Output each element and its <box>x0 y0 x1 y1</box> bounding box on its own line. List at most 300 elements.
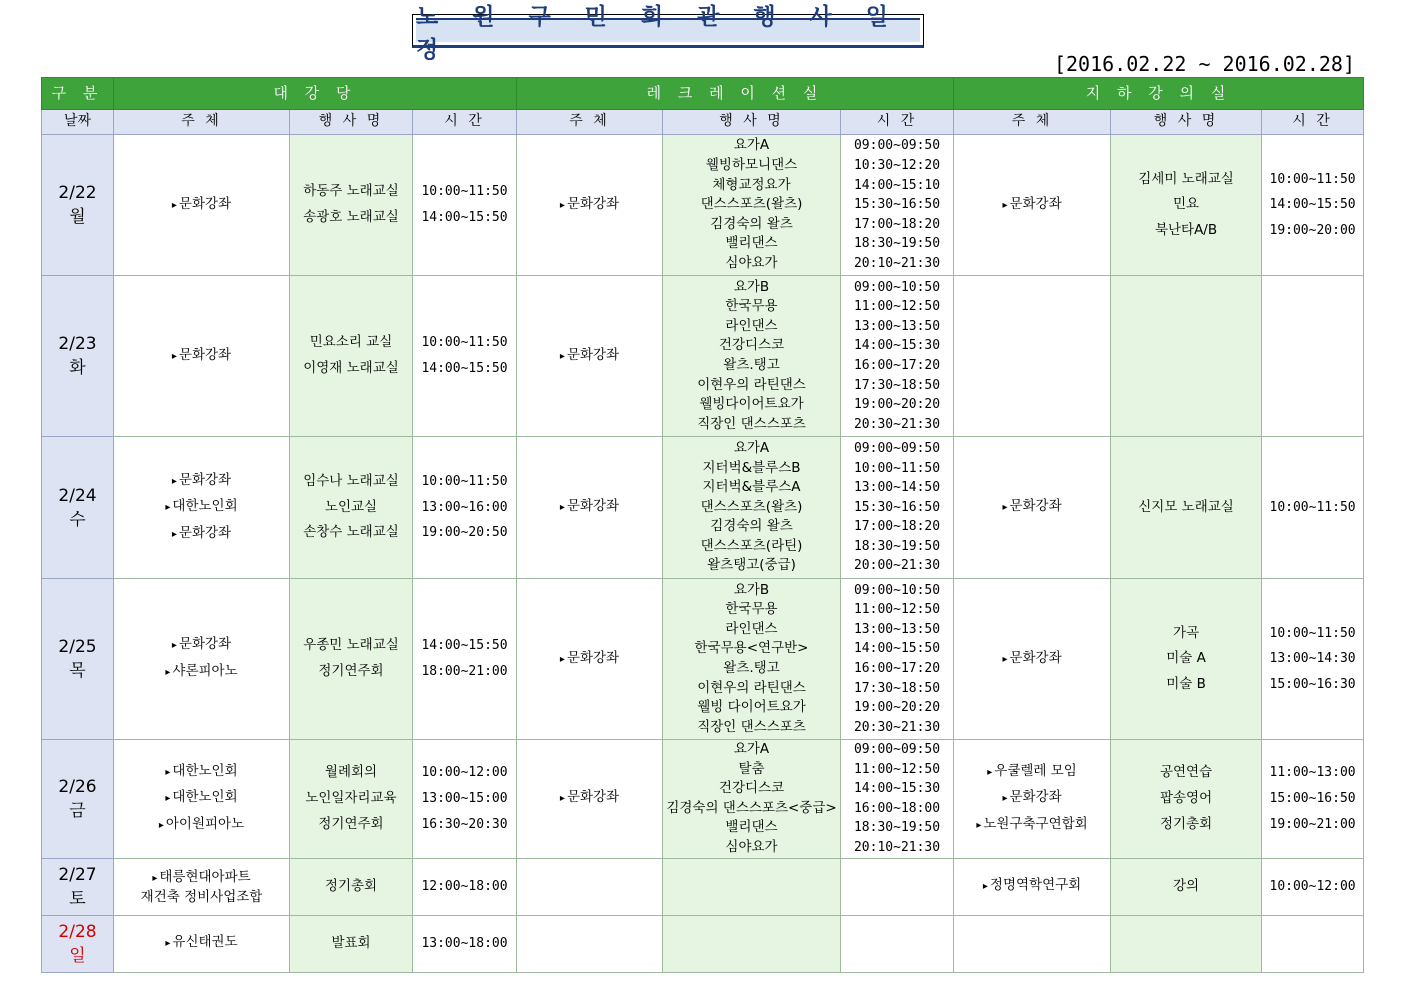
arrow-icon: ▸ <box>987 766 993 778</box>
rec-room-event: 라인댄스 <box>725 317 778 334</box>
basement-host-cell <box>954 579 1111 740</box>
basement-event: 정기총회 <box>1159 815 1213 832</box>
day-date: 2/27 <box>58 864 97 885</box>
main-hall-host-name: 유신태권도 <box>172 934 238 951</box>
day-row <box>42 276 1364 437</box>
basement-event-cell <box>1111 858 1262 915</box>
basement-host <box>954 873 1110 900</box>
basement-event: 가곡 <box>1173 624 1200 641</box>
arrow-icon: ▸ <box>165 667 171 678</box>
main-hall-host <box>114 494 289 521</box>
main-hall-time: 19:00~20:50 <box>421 525 508 541</box>
rec-room-event: 왈츠.탱고 <box>723 357 780 373</box>
arrow-icon: ▸ <box>1002 653 1008 665</box>
main-hall-event: 정기연주회 <box>318 663 384 679</box>
rec-room-event: 라인댄스 <box>725 620 778 637</box>
main-hall-time: 14:00~15:50 <box>421 638 508 654</box>
rec-room-time: 16:00~18:00 <box>853 800 941 816</box>
rec-room-host-cell <box>517 740 663 859</box>
main-hall-event: 하동주 노래교실 <box>303 183 399 200</box>
rec-room-event-cell <box>663 579 841 740</box>
main-hall-host-cell <box>114 740 290 859</box>
basement-host <box>954 785 1110 812</box>
basement-time-cell <box>1262 858 1364 915</box>
arrow-icon: ▸ <box>982 881 988 893</box>
main-hall-time: 13:00~16:00 <box>421 499 508 515</box>
rec-room-host-cell <box>517 437 663 579</box>
main-hall-host-cell <box>114 579 290 740</box>
basement-host-cell <box>954 276 1111 437</box>
schedule-table <box>41 77 1364 973</box>
main-hall-host-name: 문화강좌 <box>178 636 232 653</box>
basement-host <box>954 646 1110 673</box>
main-hall-host-cell <box>114 437 290 579</box>
rec-room-time: 10:00~11:50 <box>853 460 941 476</box>
basement-time: 15:00~16:50 <box>1269 790 1356 806</box>
day-date-cell <box>42 915 114 972</box>
basement-event: 민요 <box>1173 196 1200 213</box>
basement-event-cell <box>1111 135 1262 276</box>
main-hall-time-cell <box>413 437 517 579</box>
rec-room-time: 20:10~21:30 <box>853 839 941 855</box>
day-row <box>42 915 1364 972</box>
main-hall-event-cell <box>290 858 413 915</box>
rec-room-event: 지터벅&블루스A <box>702 479 801 496</box>
rec-room-time: 16:00~17:20 <box>853 358 941 373</box>
main-hall-event-cell <box>290 579 413 740</box>
rec-room-host-name: 문화강좌 <box>566 195 620 212</box>
header-host: 주 체 <box>954 110 1111 135</box>
rec-room-host-cell <box>517 135 663 276</box>
header-event: 행 사 명 <box>1111 110 1262 135</box>
rec-room-time: 17:00~18:20 <box>853 216 941 232</box>
basement-host-name: 정명역학연구회 <box>989 877 1082 894</box>
arrow-icon: ▸ <box>165 938 171 950</box>
day-weekday: 일 <box>69 945 86 966</box>
rec-room-event: 이현우의 라틴댄스 <box>697 679 806 696</box>
arrow-icon: ▸ <box>1002 793 1008 805</box>
header-date: 날짜 <box>42 110 114 135</box>
basement-host <box>954 812 1110 839</box>
arrow-icon: ▸ <box>559 350 565 362</box>
rec-room-time: 13:00~13:50 <box>853 621 941 637</box>
arrow-icon: ▸ <box>1002 502 1008 514</box>
rec-room-time-cell <box>841 915 954 972</box>
main-hall-host-name: 샤론피아노 <box>172 663 238 679</box>
basement-event: 팝송영어 <box>1159 789 1213 806</box>
basement-event: 미술 B <box>1166 675 1206 692</box>
rec-room-time: 10:30~12:20 <box>853 158 941 174</box>
day-date: 2/26 <box>58 776 97 797</box>
main-hall-event: 노인일자리교육 <box>305 789 397 806</box>
rec-room-time: 17:30~18:50 <box>853 377 941 393</box>
rec-room-event: 이현우의 라틴댄스 <box>697 376 806 393</box>
header-host: 주 체 <box>114 110 290 135</box>
rec-room-time: 15:30~16:50 <box>853 499 941 515</box>
rec-room-event-cell <box>663 437 841 579</box>
rec-room-time: 16:00~17:20 <box>853 661 941 676</box>
arrow-icon: ▸ <box>165 793 171 805</box>
rec-room-time: 09:00~09:50 <box>853 742 941 757</box>
rec-room-time: 09:00~09:50 <box>853 440 941 456</box>
arrow-icon: ▸ <box>976 820 982 832</box>
rec-room-event-cell <box>663 915 841 972</box>
main-hall-host <box>114 192 289 219</box>
main-hall-host <box>114 812 289 839</box>
rec-room-event: 한국무용 <box>725 601 778 618</box>
rec-room-time-cell <box>841 437 954 579</box>
day-row <box>42 858 1364 915</box>
main-hall-time: 18:00~21:00 <box>421 664 508 679</box>
main-hall-time-cell <box>413 740 517 859</box>
basement-event-cell <box>1111 740 1262 859</box>
rec-room-time: 11:00~12:50 <box>853 299 941 315</box>
basement-event: 미술 A <box>1166 650 1206 667</box>
main-hall-time: 10:00~11:50 <box>421 184 508 200</box>
day-weekday: 금 <box>69 800 86 821</box>
day-date-cell <box>42 740 114 859</box>
day-date-cell <box>42 135 114 276</box>
main-hall-event: 발표회 <box>331 934 371 951</box>
main-hall-event-cell <box>290 915 413 972</box>
main-hall-time: 13:00~18:00 <box>421 935 508 951</box>
basement-event: 강의 <box>1173 877 1200 894</box>
title-box <box>412 4 924 63</box>
rec-room-time: 15:30~16:50 <box>853 197 941 213</box>
rec-room-event: 심야요가 <box>725 254 778 271</box>
rec-room-time-cell <box>841 740 954 859</box>
rec-room-event: 지터벅&블루스B <box>702 459 801 476</box>
main-hall-time: 16:30~20:30 <box>421 816 508 832</box>
header-category: 구 분 <box>42 78 114 110</box>
rec-room-event: 체형교정요가 <box>712 176 791 193</box>
basement-time: 19:00~20:00 <box>1269 222 1356 238</box>
basement-host-name: 노원구축구연합회 <box>983 816 1088 833</box>
rec-room-host-name: 문화강좌 <box>566 649 620 666</box>
basement-event-cell <box>1111 276 1262 437</box>
rec-room-time: 14:00~15:30 <box>853 781 941 797</box>
arrow-icon: ▸ <box>171 350 177 362</box>
basement-host-name: 문화강좌 <box>1009 789 1062 806</box>
rec-room-time: 11:00~12:50 <box>853 761 941 777</box>
basement-host-name: 문화강좌 <box>1009 498 1062 515</box>
basement-event-cell <box>1111 437 1262 579</box>
rec-room-time: 13:00~13:50 <box>853 318 941 334</box>
main-hall-host-line-1: 태릉현대아파트 <box>159 868 251 885</box>
rec-room-time: 19:00~20:20 <box>853 700 941 716</box>
rec-room-time-cell <box>841 579 954 740</box>
main-hall-host-name: 문화강좌 <box>178 471 232 488</box>
rec-room-event: 요가A <box>733 439 770 456</box>
day-date-cell <box>42 858 114 915</box>
rec-room-time: 13:00~14:50 <box>853 480 941 496</box>
main-hall-time: 10:00~11:50 <box>421 474 508 490</box>
rec-room-host <box>517 788 662 809</box>
basement-time: 19:00~21:00 <box>1269 816 1356 832</box>
basement-host-name: 우쿨렐레 모임 <box>994 762 1077 779</box>
rec-room-event: 직장인 댄스스포츠 <box>697 718 806 735</box>
rec-room-time: 14:00~15:30 <box>853 338 941 354</box>
main-hall-host-name: 문화강좌 <box>178 195 232 212</box>
basement-host-cell <box>954 858 1111 915</box>
page-title: 노 원 구 민 회 관 행 사 일 정 <box>416 18 920 42</box>
main-hall-time-cell <box>413 276 517 437</box>
header-time: 시 간 <box>413 110 517 135</box>
rec-room-event: 웰빙다이어트요가 <box>699 396 804 413</box>
main-hall-event-cell <box>290 437 413 579</box>
basement-time-cell <box>1262 437 1364 579</box>
day-date: 2/22 <box>58 183 97 203</box>
rec-room-time: 09:00~10:50 <box>853 582 941 598</box>
main-hall-event: 월례회의 <box>324 764 378 781</box>
rec-room-host-cell <box>517 915 663 972</box>
basement-event: 김세미 노래교실 <box>1138 170 1234 187</box>
rec-room-host <box>517 346 662 367</box>
arrow-icon: ▸ <box>152 872 158 884</box>
rec-room-time: 18:30~19:50 <box>853 538 941 554</box>
rec-room-time: 17:30~18:50 <box>853 680 941 696</box>
day-date: 2/24 <box>58 485 97 506</box>
main-hall-host-cell <box>114 858 290 915</box>
basement-host-cell <box>954 437 1111 579</box>
rec-room-time: 14:00~15:10 <box>853 177 941 193</box>
main-hall-host <box>114 468 289 495</box>
basement-time-cell <box>1262 740 1364 859</box>
basement-host <box>954 494 1110 521</box>
basement-time: 14:00~15:50 <box>1269 197 1356 213</box>
main-hall-host <box>114 930 289 957</box>
basement-host-cell <box>954 740 1111 859</box>
rec-room-host-name: 문화강좌 <box>566 789 620 806</box>
rec-room-event: 요가A <box>733 741 770 757</box>
day-date-cell <box>42 437 114 579</box>
rec-room-event: 한국무용 <box>725 298 778 315</box>
rec-room-host-name: 문화강좌 <box>566 498 620 515</box>
main-hall-host <box>114 865 289 909</box>
rec-room-event-cell <box>663 858 841 915</box>
rec-room-event: 댄스스포츠(왈츠) <box>700 498 803 515</box>
rec-room-event-cell <box>663 276 841 437</box>
rec-room-time-cell <box>841 858 954 915</box>
header-basement: 지 하 강 의 실 <box>954 78 1364 110</box>
rec-room-event: 왈츠.탱고 <box>723 660 780 676</box>
arrow-icon: ▸ <box>559 793 565 805</box>
header-rec-room: 레 크 레 이 션 실 <box>517 78 954 110</box>
rec-room-event: 요가A <box>733 137 770 154</box>
day-date-cell <box>42 276 114 437</box>
basement-host-name: 문화강좌 <box>1009 649 1062 666</box>
header-event: 행 사 명 <box>290 110 413 135</box>
rec-room-event-cell <box>663 740 841 859</box>
main-hall-event-cell <box>290 135 413 276</box>
arrow-icon: ▸ <box>559 199 565 211</box>
basement-host-cell <box>954 135 1111 276</box>
rec-room-host <box>517 497 662 518</box>
main-hall-time: 14:00~15:50 <box>421 210 508 225</box>
rec-room-time: 18:30~19:50 <box>853 236 941 252</box>
day-weekday: 월 <box>69 207 86 227</box>
main-hall-host-name: 대한노인회 <box>172 762 238 779</box>
basement-host <box>954 759 1110 786</box>
main-hall-time: 13:00~15:00 <box>421 790 508 806</box>
rec-room-time: 14:00~15:50 <box>853 641 941 657</box>
main-hall-host <box>114 659 289 686</box>
rec-room-event: 건강디스코 <box>718 337 785 354</box>
day-date: 2/23 <box>58 334 97 354</box>
main-hall-time: 14:00~15:50 <box>421 361 508 376</box>
rec-room-time-cell <box>841 135 954 276</box>
main-hall-event: 송광호 노래교실 <box>303 209 399 225</box>
rec-room-host <box>517 195 662 216</box>
basement-time: 11:00~13:00 <box>1269 765 1356 781</box>
main-hall-event: 우종민 노래교실 <box>303 637 399 654</box>
basement-time: 10:00~11:50 <box>1269 499 1356 515</box>
basement-host-cell <box>954 915 1111 972</box>
main-hall-event: 이영재 노래교실 <box>303 360 399 376</box>
rec-room-event: 한국무용<연구반> <box>694 640 809 657</box>
main-hall-host-name: 아이원피아노 <box>165 816 245 833</box>
rec-room-event: 웰빙하모니댄스 <box>705 157 798 174</box>
basement-time-cell <box>1262 915 1364 972</box>
basement-time-cell <box>1262 579 1364 740</box>
rec-room-event: 밸리댄스 <box>725 819 778 836</box>
basement-event: 북난타A/B <box>1154 221 1218 238</box>
arrow-icon: ▸ <box>165 766 171 778</box>
arrow-icon: ▸ <box>559 653 565 665</box>
arrow-icon: ▸ <box>1002 199 1008 211</box>
header-row-columns <box>42 110 1364 135</box>
day-row <box>42 579 1364 740</box>
basement-time: 10:00~11:50 <box>1269 625 1356 641</box>
header-time: 시 간 <box>1262 110 1364 135</box>
rec-room-event: 밸리댄스 <box>725 235 778 252</box>
main-hall-host <box>114 785 289 812</box>
header-host: 주 체 <box>517 110 663 135</box>
main-hall-time: 10:00~11:50 <box>421 335 508 351</box>
rec-room-host-cell <box>517 579 663 740</box>
main-hall-host-cell <box>114 276 290 437</box>
main-hall-host-name: 문화강좌 <box>178 524 232 541</box>
main-hall-event: 노인교실 <box>324 498 378 515</box>
main-hall-host-name: 대한노인회 <box>172 789 238 806</box>
rec-room-event: 직장인 댄스스포츠 <box>697 415 806 432</box>
basement-event: 신지모 노래교실 <box>1138 498 1234 515</box>
rec-room-host-cell <box>517 276 663 437</box>
basement-event: 공연연습 <box>1159 764 1213 781</box>
rec-room-time: 09:00~09:50 <box>853 138 941 154</box>
header-row-halls <box>42 78 1364 110</box>
rec-room-event: 요가B <box>733 278 770 295</box>
main-hall-time-cell <box>413 858 517 915</box>
main-hall-host-name: 문화강좌 <box>178 346 232 363</box>
main-hall-event: 정기총회 <box>324 877 378 894</box>
rec-room-event-cell <box>663 135 841 276</box>
rec-room-event: 댄스스포츠(왈츠) <box>700 196 803 213</box>
rec-room-time: 11:00~12:50 <box>853 602 941 618</box>
main-hall-host-line-2: 재건축 정비사업조합 <box>140 888 263 905</box>
rec-room-time: 20:10~21:30 <box>853 255 941 271</box>
day-row <box>42 740 1364 859</box>
date-range: [2016.02.22 ~ 2016.02.28] <box>1053 52 1355 76</box>
day-weekday: 수 <box>69 509 86 530</box>
rec-room-time: 09:00~10:50 <box>853 279 941 295</box>
day-weekday: 토 <box>69 888 86 909</box>
main-hall-host <box>114 343 289 370</box>
arrow-icon: ▸ <box>171 199 177 211</box>
basement-host-name: 문화강좌 <box>1009 195 1062 212</box>
main-hall-time-cell <box>413 579 517 740</box>
rec-room-event: 웰빙 다이어트요가 <box>697 699 806 716</box>
rec-room-time: 20:30~21:30 <box>853 416 941 432</box>
main-hall-time: 12:00~18:00 <box>421 878 508 894</box>
main-hall-event: 손창수 노래교실 <box>303 524 399 541</box>
day-weekday: 목 <box>69 661 86 681</box>
rec-room-event: 댄스스포츠(라틴) <box>700 537 803 554</box>
rec-room-time: 20:00~21:30 <box>853 558 941 574</box>
rec-room-time: 17:00~18:20 <box>853 519 941 535</box>
rec-room-event: 요가B <box>733 581 770 598</box>
arrow-icon: ▸ <box>559 502 565 514</box>
main-hall-time-cell <box>413 915 517 972</box>
main-hall-event: 임수나 노래교실 <box>303 473 399 490</box>
rec-room-event: 김경숙의 댄스스포츠<중급> <box>666 799 837 816</box>
main-hall-event-cell <box>290 740 413 859</box>
header-event: 행 사 명 <box>663 110 841 135</box>
day-date: 2/25 <box>58 637 97 657</box>
day-date-cell <box>42 579 114 740</box>
basement-time: 15:00~16:30 <box>1269 676 1356 692</box>
rec-room-event: 김경숙의 왈츠 <box>710 518 793 535</box>
day-date: 2/28 <box>58 921 97 942</box>
main-hall-host-name: 대한노인회 <box>172 498 238 515</box>
rec-room-event: 심야요가 <box>725 838 778 855</box>
basement-time-cell <box>1262 276 1364 437</box>
day-weekday: 화 <box>69 358 86 378</box>
main-hall-host-cell <box>114 135 290 276</box>
arrow-icon: ▸ <box>171 640 177 652</box>
rec-room-event: 왈츠탱고(중급) <box>707 557 796 574</box>
rec-room-event: 건강디스코 <box>718 780 785 797</box>
rec-room-host-cell <box>517 858 663 915</box>
main-hall-event: 정기연주회 <box>318 815 384 832</box>
basement-time-cell <box>1262 135 1364 276</box>
rec-room-time: 19:00~20:20 <box>853 397 941 413</box>
main-hall-time: 10:00~12:00 <box>421 765 508 781</box>
basement-host <box>954 192 1110 219</box>
rec-room-time: 18:30~19:50 <box>853 820 941 836</box>
main-hall-time-cell <box>413 135 517 276</box>
arrow-icon: ▸ <box>158 820 164 832</box>
rec-room-event: 탈춤 <box>738 760 765 777</box>
rec-room-time: 20:30~21:30 <box>853 719 941 735</box>
basement-event-cell <box>1111 915 1262 972</box>
arrow-icon: ▸ <box>165 502 171 514</box>
arrow-icon: ▸ <box>171 475 177 487</box>
rec-room-host <box>517 649 662 670</box>
header-main-hall: 대 강 당 <box>114 78 517 110</box>
main-hall-host-cell <box>114 915 290 972</box>
main-hall-host <box>114 632 289 659</box>
header-time: 시 간 <box>841 110 954 135</box>
day-row <box>42 437 1364 579</box>
basement-event-cell <box>1111 579 1262 740</box>
rec-room-host-name: 문화강좌 <box>566 346 620 363</box>
arrow-icon: ▸ <box>171 528 177 540</box>
basement-time: 10:00~12:00 <box>1269 878 1356 894</box>
day-row <box>42 135 1364 276</box>
main-hall-host <box>114 759 289 786</box>
rec-room-event: 김경숙의 왈츠 <box>710 215 793 232</box>
